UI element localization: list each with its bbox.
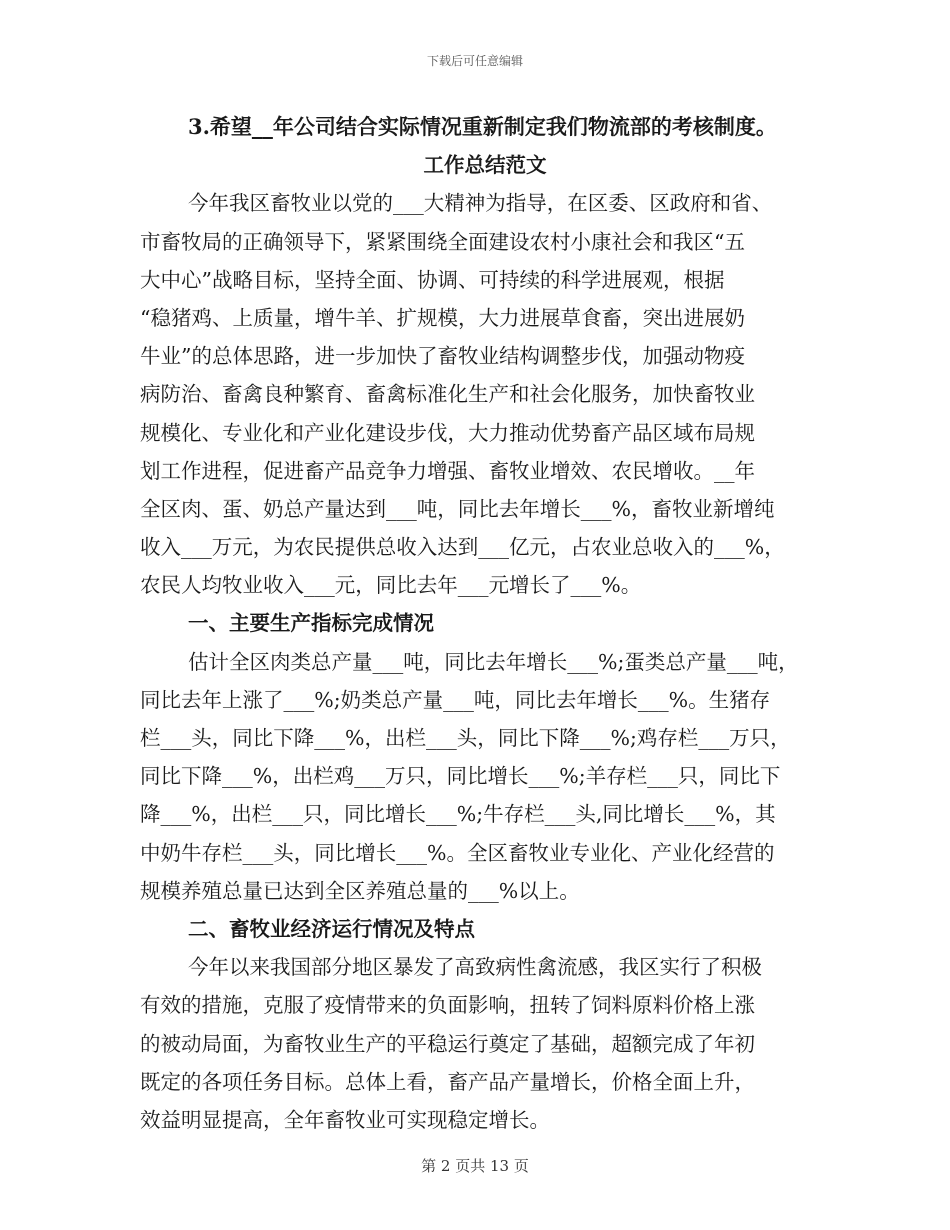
paragraph-line: 划工作进程，促进畜产品竞争力增强、畜牧业增效、农民增收。__年 xyxy=(140,458,755,483)
paragraph-line: 市畜牧局的正确领导下，紧紧围绕全面建设农村小康社会和我区“五 xyxy=(140,229,745,254)
section-heading-2: 二、畜牧业经济运行情况及特点 xyxy=(188,916,475,941)
section-heading-1: 一、主要生产指标完成情况 xyxy=(188,611,434,636)
paragraph-line: “稳猪鸡、上质量，增牛羊、扩规模，大力进展草食畜，突出进展奶 xyxy=(140,305,745,330)
paragraph-line: 同比下降___%，出栏鸡___万只，同比增长___%;羊存栏___只，同比下 xyxy=(140,764,781,789)
paragraph-line: 今年我区畜牧业以党的___大精神为指导，在区委、区政府和省、 xyxy=(188,191,773,216)
document-body xyxy=(140,108,830,1139)
paragraph-line: 规模养殖总量已达到全区养殖总量的___%以上。 xyxy=(140,878,580,903)
paragraph-line: 农民人均牧业收入___元，同比去年___元增长了___%。 xyxy=(140,573,642,598)
paragraph-line: 的被动局面，为畜牧业生产的平稳运行奠定了基础，超额完成了年初 xyxy=(140,1031,755,1056)
paragraph-line: 今年以来我国部分地区暴发了高致病性禽流感，我区实行了积极 xyxy=(188,955,762,980)
paragraph-line: 估计全区肉类总产量___吨，同比去年增长___%;蛋类总产量___吨， xyxy=(188,649,799,674)
paragraph-line: 中奶牛存栏___头，同比增长___%。全区畜牧业专业化、产业化经营的 xyxy=(140,840,775,865)
paragraph-line: 牛业”的总体思路，进一步加快了畜牧业结构调整步伐，加强动物疫 xyxy=(140,344,745,369)
document-title: 工作总结范文 xyxy=(423,153,547,178)
paragraph-line: 规模化、专业化和产业化建设步伐，大力推动优势畜产品区域布局规 xyxy=(140,420,755,445)
paragraph-line: 既定的各项任务目标。总体上看，畜产品产量增长，价格全面上升， xyxy=(140,1069,755,1094)
paragraph-line: 降___%，出栏___只，同比增长___%;牛存栏___头,同比增长___%，其 xyxy=(140,802,776,827)
paragraph-line: 收入___万元，为农民提供总收入达到___亿元，占农业总收入的___%， xyxy=(140,535,785,560)
paragraph-line: 病防治、畜禽良种繁育、畜禽标准化生产和社会化服务，加快畜牧业 xyxy=(140,382,755,407)
paragraph-line: 栏___头，同比下降___%，出栏___头，同比下降___%;鸡存栏___万只， xyxy=(140,726,791,750)
numbered-item-3: 3.希望__年公司结合实际情况重新制定我们物流部的考核制度。 xyxy=(188,114,777,139)
paragraph-line: 有效的措施，克服了疫情带来的负面影响，扭转了饲料原料价格上涨 xyxy=(140,993,755,1018)
paragraph-line: 大中心”战略目标，坚持全面、协调、可持续的科学进展观，根据 xyxy=(140,267,725,292)
page-header: 下载后可任意编辑 xyxy=(426,54,523,68)
paragraph-line: 效益明显提高，全年畜牧业可实现稳定增长。 xyxy=(140,1107,550,1132)
paragraph-line: 同比去年上涨了___%;奶类总产量___吨，同比去年增长___%。生猪存 xyxy=(140,687,771,712)
paragraph-line: 全区肉、蛋、奶总产量达到___吨，同比去年增长___%，畜牧业新增纯 xyxy=(140,496,775,521)
page-footer: 第 2 页共 13 页 xyxy=(421,1157,529,1175)
